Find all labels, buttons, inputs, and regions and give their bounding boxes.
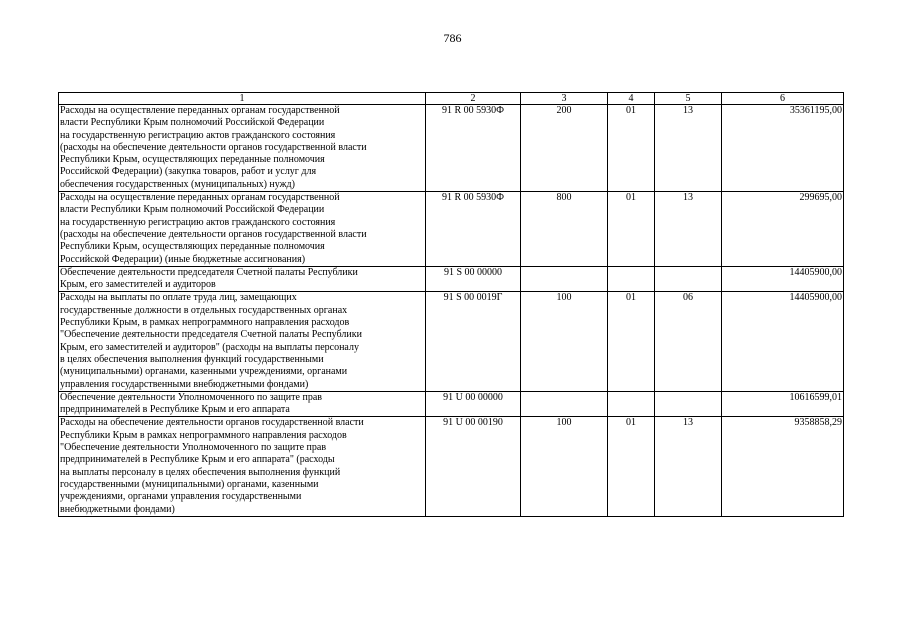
- row-description: Расходы на выплаты по оплате труда лиц, замещающих государственные должности в отдельных государственных органах Республики Крым, в рамках непрограммного направления расходов "Обеспечение деятельности председателя Счетной палаты Республики Крым, его заместителей и аудиторов" (расходы на выплаты персоналу в целях обеспечения выполнения функций государственными (муниципальными) органами, казенными учреждениями, органами управления государственными внебюджетными фондами): [59, 292, 426, 391]
- budget-table: [58, 92, 844, 517]
- row-description: Обеспечение деятельности председателя Счетной палаты Республики Крым, его заместителей и аудиторов: [59, 266, 426, 292]
- row-code: 91 S 00 00000: [426, 266, 521, 292]
- table-row: [59, 266, 844, 292]
- row-description: Обеспечение деятельности Уполномоченного по защите прав предпринимателей в Республике Крым и его аппарата: [59, 391, 426, 417]
- row-col3: 800: [521, 192, 608, 267]
- row-col4: 01: [608, 417, 655, 516]
- column-header: 2: [426, 93, 521, 105]
- row-col5: 13: [655, 192, 722, 267]
- column-header: 5: [655, 93, 722, 105]
- row-col5: [655, 391, 722, 417]
- column-header: 4: [608, 93, 655, 105]
- page-number: 786: [443, 31, 462, 45]
- row-col3: [521, 391, 608, 417]
- column-header: 1: [59, 93, 426, 105]
- row-description: Расходы на обеспечение деятельности органов государственной власти Республики Крым в рамках непрограммного направления расходов "Обеспечение деятельности Уполномоченного по защите прав предпринимателей в Республике Крым и его аппарата" (расходы на выплаты персоналу в целях обеспечения выполнения функций государственными (муниципальными) органами, казенными учреждениями, органами управления государственными внебюджетными фондами): [59, 417, 426, 516]
- table-row: [59, 391, 844, 417]
- row-col5: [655, 266, 722, 292]
- row-col5: 13: [655, 417, 722, 516]
- row-amount: 10616599,01: [722, 391, 844, 417]
- row-amount: 14405900,00: [722, 292, 844, 391]
- row-col3: 100: [521, 292, 608, 391]
- row-amount: 35361195,00: [722, 105, 844, 192]
- row-col3: [521, 266, 608, 292]
- row-col5: 13: [655, 105, 722, 192]
- row-code: 91 R 00 5930Ф: [426, 105, 521, 192]
- table-row: [59, 192, 844, 267]
- row-code: 91 S 00 0019Г: [426, 292, 521, 391]
- row-code: 91 R 00 5930Ф: [426, 192, 521, 267]
- row-amount: 9358858,29: [722, 417, 844, 516]
- row-code: 91 U 00 00190: [426, 417, 521, 516]
- row-col4: [608, 266, 655, 292]
- column-header: 6: [722, 93, 844, 105]
- table-row: [59, 417, 844, 516]
- row-col4: 01: [608, 192, 655, 267]
- row-code: 91 U 00 00000: [426, 391, 521, 417]
- row-col5: 06: [655, 292, 722, 391]
- row-amount: 299695,00: [722, 192, 844, 267]
- row-col4: 01: [608, 292, 655, 391]
- row-amount: 14405900,00: [722, 266, 844, 292]
- row-description: Расходы на осуществление переданных органам государственной власти Республики Крым полномочий Российской Федерации на государственную регистрацию актов гражданского состояния (расходы на обеспечение деятельности органов государственной власти Республики Крым, осуществляющих переданные полномочия Российской Федерации) (закупка товаров, работ и услуг для обеспечения государственных (муниципальных) нужд): [59, 105, 426, 192]
- table-row: [59, 105, 844, 192]
- row-description: Расходы на осуществление переданных органам государственной власти Республики Крым полномочий Российской Федерации на государственную регистрацию актов гражданского состояния (расходы на обеспечение деятельности органов государственной власти Республики Крым, осуществляющих переданные полномочия Российской Федерации) (иные бюджетные ассигнования): [59, 192, 426, 267]
- row-col3: 200: [521, 105, 608, 192]
- row-col4: [608, 391, 655, 417]
- row-col4: 01: [608, 105, 655, 192]
- table-row: [59, 292, 844, 391]
- column-header: 3: [521, 93, 608, 105]
- row-col3: 100: [521, 417, 608, 516]
- table-header-row: [59, 93, 844, 105]
